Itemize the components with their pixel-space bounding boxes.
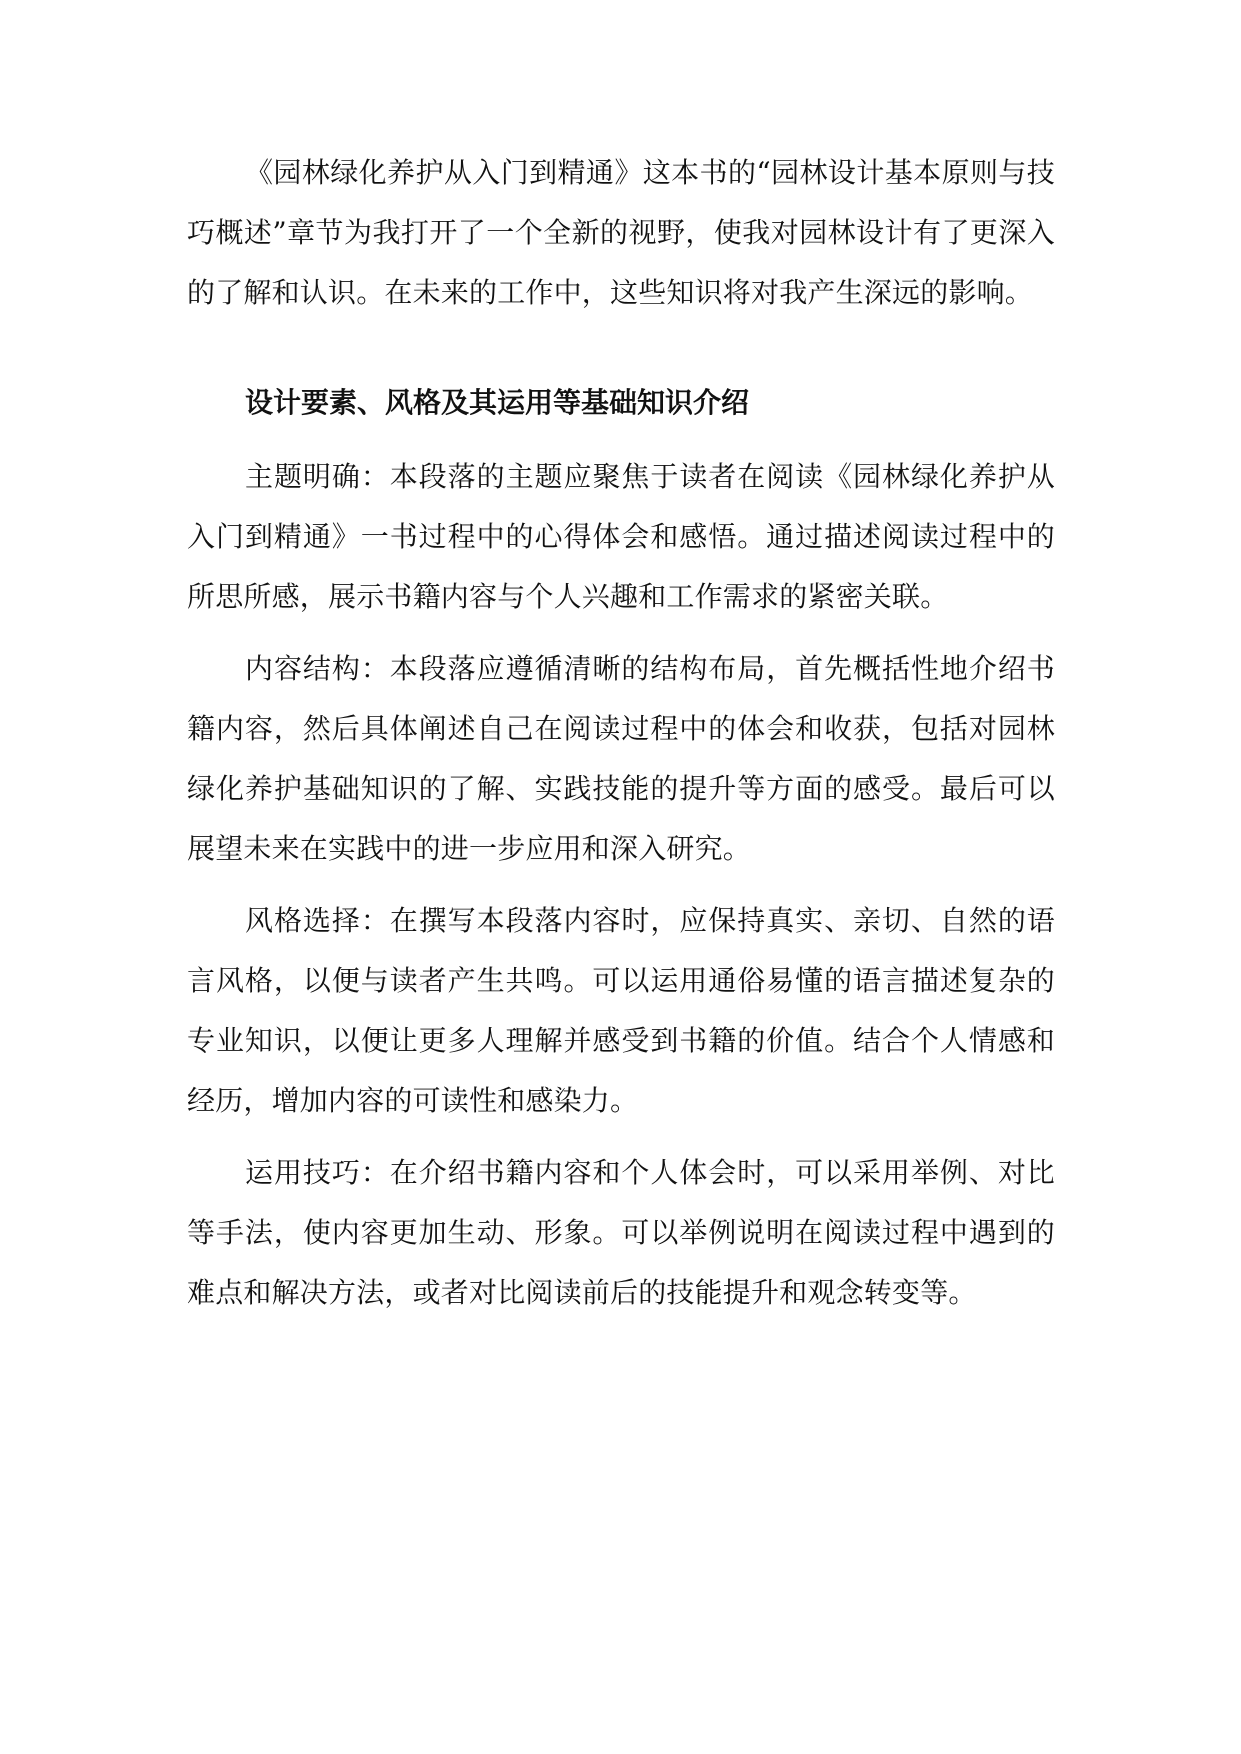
section-heading: 设计要素、风格及其运用等基础知识介绍 [245,386,750,419]
intro-paragraph: 《园林绿化养护从入门到精通》这本书的“园林设计基本原则与技巧概述”章节为我打开了一个全新的视野，使我对园林设计有了更深入的了解和认识。在未来的工作中，这些知识将对我产生深远的影响。 [187,156,1055,309]
document-body [187,143,1055,1335]
paragraph-structure: 内容结构：本段落应遵循清晰的结构布局，首先概括性地介绍书籍内容，然后具体阐述自己在阅读过程中的体会和收获，包括对园林绿化养护基础知识的了解、实践技能的提升等方面的感受。最后可以展望未来在实践中的进一步应用和深入研究。 [187,652,1055,865]
paragraph-theme: 主题明确：本段落的主题应聚焦于读者在阅读《园林绿化养护从入门到精通》一书过程中的心得体会和感悟。通过描述阅读过程中的所思所感，展示书籍内容与个人兴趣和工作需求的紧密关联。 [187,460,1055,613]
paragraph-style: 风格选择：在撰写本段落内容时，应保持真实、亲切、自然的语言风格，以便与读者产生共鸣。可以运用通俗易懂的语言描述复杂的专业知识，以便让更多人理解并感受到书籍的价值。结合个人情感和经历，增加内容的可读性和感染力。 [187,904,1055,1117]
paragraph-techniques: 运用技巧：在介绍书籍内容和个人体会时，可以采用举例、对比等手法，使内容更加生动、形象。可以举例说明在阅读过程中遇到的难点和解决方法，或者对比阅读前后的技能提升和观念转变等。 [187,1156,1055,1309]
